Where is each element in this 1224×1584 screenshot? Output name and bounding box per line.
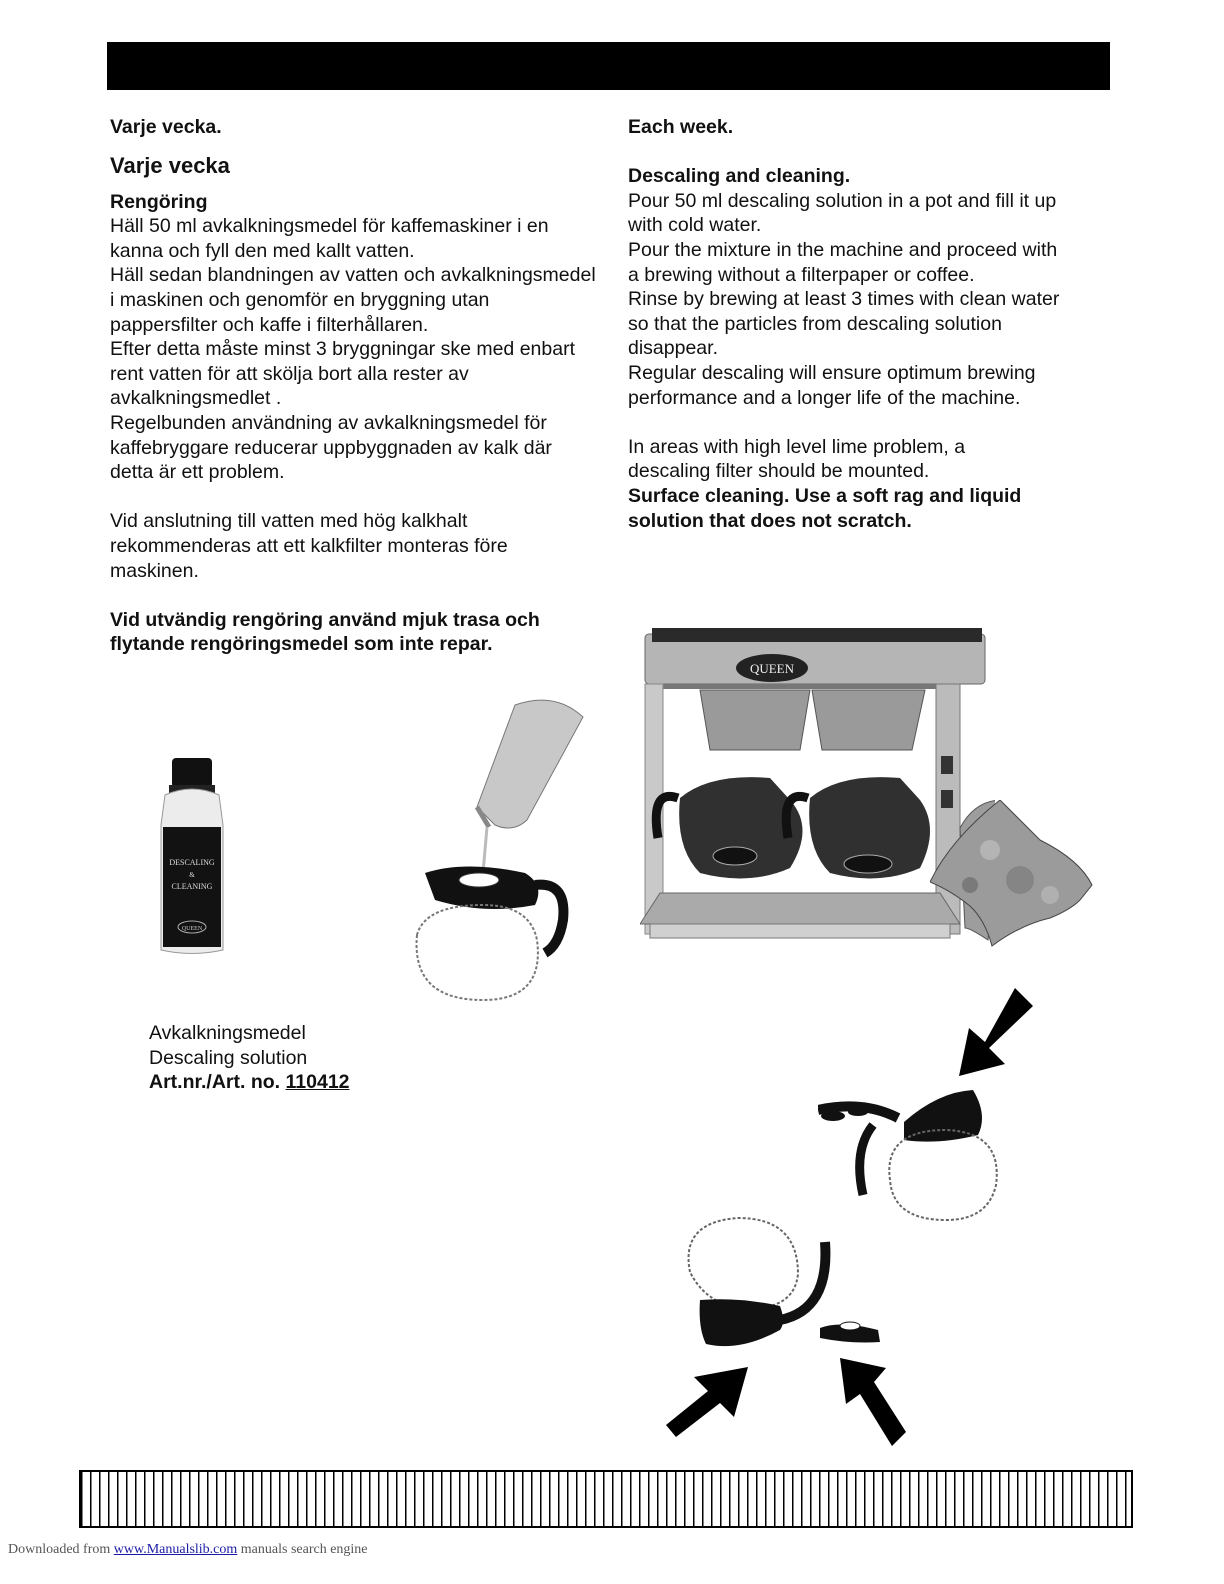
footer-prefix: Downloaded from xyxy=(8,1542,111,1557)
instruction-line: Pour the mixture in the machine and proceed with xyxy=(628,238,1058,261)
surface-note-line: flytande rengöringsmedel som inte repar. xyxy=(110,633,493,656)
lime-note-line: descaling filter should be mounted. xyxy=(628,460,930,483)
bottle-label-line: & xyxy=(189,871,195,879)
instruction-line: Pour 50 ml descaling solution in a pot and fill it up xyxy=(628,189,1057,212)
lime-note-line: rekommenderas att ett kalkfilter monteras före xyxy=(110,534,508,557)
lime-note-line: In areas with high level lime problem, a xyxy=(628,435,966,458)
instruction-line: disappear. xyxy=(628,337,718,360)
instruction-line: Häll 50 ml avkalkningsmedel för kaffemaskiner i en xyxy=(110,215,549,238)
instruction-line: i maskinen och genomför en bryggning utan xyxy=(110,288,490,311)
surface-note-line: solution that does not scratch. xyxy=(628,509,912,532)
weekly-heading-sv: Varje vecka. xyxy=(110,116,222,138)
surface-note-line: Surface cleaning. Use a soft rag and liquid xyxy=(628,484,1022,507)
article-number: 110412 xyxy=(285,1071,350,1094)
bottle-brand: QUEEN xyxy=(181,926,203,932)
instruction-line: kaffebryggare reducerar uppbyggnaden av kalk där xyxy=(110,436,552,459)
instruction-line: Häll sedan blandningen av vatten och avkalkningsmedel xyxy=(110,264,596,287)
instruction-line: Efter detta måste minst 3 bryggningar ske med enbart xyxy=(110,338,575,361)
lime-note-line: Vid anslutning till vatten med hög kalkhalt xyxy=(110,510,468,533)
pot-with-lid-illustration xyxy=(818,1090,1003,1225)
footer-suffix: manuals search engine xyxy=(240,1542,368,1557)
machine-brand: QUEEN xyxy=(749,661,795,676)
footer-stripe-bar xyxy=(79,1470,1133,1528)
manualslib-link[interactable]: www.Manualslib.com xyxy=(113,1542,238,1557)
instruction-line: so that the particles from descaling solution xyxy=(628,312,1002,335)
cleaning-rag-illustration xyxy=(930,800,1095,950)
instruction-line: Regelbunden användning av avkalkningsmedel för xyxy=(110,411,547,434)
instruction-line: Regular descaling will ensure optimum brewing xyxy=(628,361,1036,384)
lime-note-line: maskinen. xyxy=(110,559,199,582)
instruction-line: rent vatten för att skölja bort alla rester av xyxy=(110,362,469,385)
article-label: Art.nr./Art. no. xyxy=(149,1071,281,1094)
instruction-line: kanna och fyll den med kallt vatten. xyxy=(110,239,415,262)
surface-note-line: Vid utvändig rengöring använd mjuk trasa och xyxy=(110,608,540,631)
article-number-line xyxy=(149,1070,350,1095)
instruction-line: Rinse by brewing at least 3 times with clean water xyxy=(628,288,1060,311)
header-bar xyxy=(107,42,1110,90)
cleaning-title-sv: Rengöring xyxy=(110,190,208,213)
instruction-line: with cold water. xyxy=(628,214,762,237)
descaling-bottle-illustration xyxy=(155,755,230,960)
arrow-up-right-icon xyxy=(662,1365,752,1437)
instruction-line: detta är ett problem. xyxy=(110,461,285,484)
swedish-column xyxy=(110,115,620,657)
bottle-label-line: DESCALING xyxy=(169,858,215,867)
instruction-line: pappersfilter och kaffe i filterhållaren. xyxy=(110,313,429,336)
weekly-subheading-sv: Varje vecka xyxy=(110,152,230,178)
bottle-label-line: CLEANING xyxy=(171,882,213,891)
product-caption xyxy=(149,1021,350,1095)
english-column xyxy=(628,115,1098,533)
pouring-pot-illustration xyxy=(405,695,595,1010)
caption-swedish: Avkalkningsmedel xyxy=(149,1022,306,1044)
arrow-down-left-icon xyxy=(955,988,1037,1078)
caption-english: Descaling solution xyxy=(149,1046,308,1069)
weekly-heading-en: Each week. xyxy=(628,116,734,138)
download-footer xyxy=(8,1542,368,1558)
pot-upside-down-illustration xyxy=(680,1212,895,1352)
arrow-up-left-icon xyxy=(840,1358,910,1448)
instruction-line: avkalkningsmedlet . xyxy=(110,387,282,410)
instruction-line: a brewing without a filterpaper or coffee. xyxy=(628,263,975,286)
cleaning-title-en: Descaling and cleaning. xyxy=(628,165,851,188)
instruction-line: performance and a longer life of the machine. xyxy=(628,386,1021,409)
